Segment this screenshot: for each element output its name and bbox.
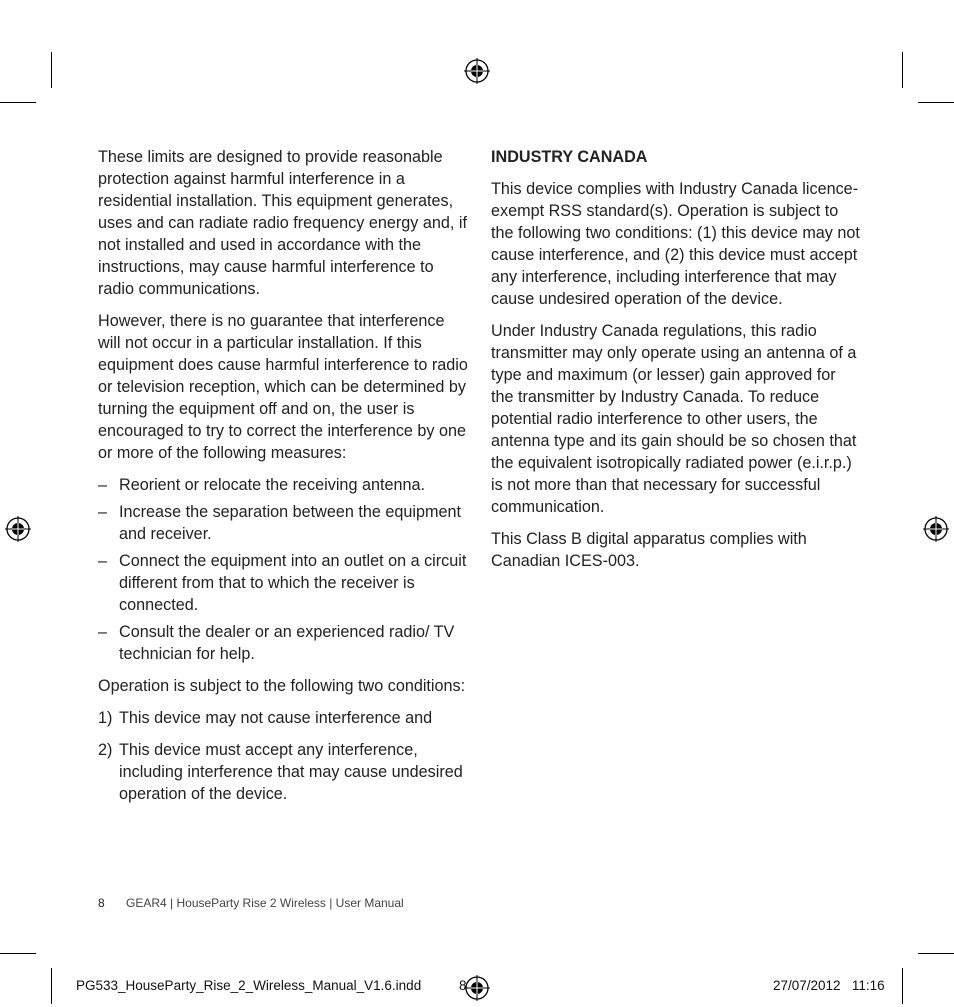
paragraph-conditions-intro: Operation is subject to the following two conditions: — [98, 677, 466, 695]
right-column — [491, 146, 861, 582]
paragraph-limits: These limits are designed to provide reasonable protection against harmful interference in a residential installation. This equipment generates, uses and can radiate radio frequency energy and, if not installed and used in accordance with the instructions, may cause harmful interference to radio communications. — [98, 148, 467, 298]
paragraph-no-guarantee: However, there is no guarantee that interference will not occur in a particular installation. If this equipment does cause harmful interference to radio or television reception, which can be determined by turning the equipment off and on, the user is encouraged to try to correct the interference by one or more of the following measures: — [98, 312, 468, 462]
crop-mark-top-right-vertical — [902, 52, 903, 88]
paragraph-regulations: Under Industry Canada regulations, this radio transmitter may only operate using an antenna of a type and maximum (or lesser) gain approved for the transmitter by Industry Canada. To reduce potential radio interference to other users, the antenna type and its gain should be so chosen that the equivalent isotropically radiated power (e.i.r.p.) is not more than that necessary for successful communication. — [491, 322, 857, 516]
crop-mark-bottom-right-vertical — [902, 968, 903, 1004]
slug-datetime: 27/07/2012 11:16 — [773, 978, 885, 993]
registration-mark-icon — [5, 516, 31, 542]
condition-item: 2) This device must accept any interference, including interference that may cause undesired operation of the device. — [98, 741, 463, 803]
condition-item: 1) This device may not cause interference and — [98, 709, 433, 727]
crop-mark-top-left-horizontal — [0, 102, 36, 103]
crop-mark-top-right-horizontal — [918, 102, 954, 103]
running-title: GEAR4 | HouseParty Rise 2 Wireless | User Manual — [126, 896, 404, 910]
registration-mark-icon — [464, 975, 490, 1001]
paragraph-class-b: This Class B digital apparatus complies with Canadian ICES-003. — [491, 530, 807, 570]
registration-mark-icon — [464, 58, 490, 84]
crop-mark-top-left-vertical — [51, 52, 52, 88]
registration-mark-icon — [923, 516, 949, 542]
paragraph-compliance: This device complies with Industry Canada licence-exempt RSS standard(s). Operation is subject to the following two conditions: (1) this device may not cause interference, and (2) this device must accept any interference, including interference that may cause undesired operation of the device. — [491, 180, 860, 308]
measures-list — [98, 474, 470, 665]
crop-mark-bottom-left-horizontal — [0, 953, 36, 954]
slug-filename: PG533_HouseParty_Rise_2_Wireless_Manual_V1.6.indd — [76, 978, 422, 993]
list-item: – Consult the dealer or an experienced radio/ TV technician for help. — [98, 623, 455, 663]
list-item: – Increase the separation between the equipment and receiver. — [98, 503, 461, 543]
left-column — [98, 146, 470, 815]
section-heading: INDUSTRY CANADA — [491, 148, 648, 166]
page-footer — [98, 896, 404, 910]
crop-mark-bottom-left-vertical — [51, 968, 52, 1004]
page-number: 8 — [98, 896, 105, 910]
slug-page: 8 — [459, 978, 467, 993]
list-item: – Reorient or relocate the receiving antenna. — [98, 476, 425, 494]
crop-mark-bottom-right-horizontal — [918, 953, 954, 954]
list-item: – Connect the equipment into an outlet on a circuit different from that to which the receiver is connected. — [98, 552, 467, 614]
